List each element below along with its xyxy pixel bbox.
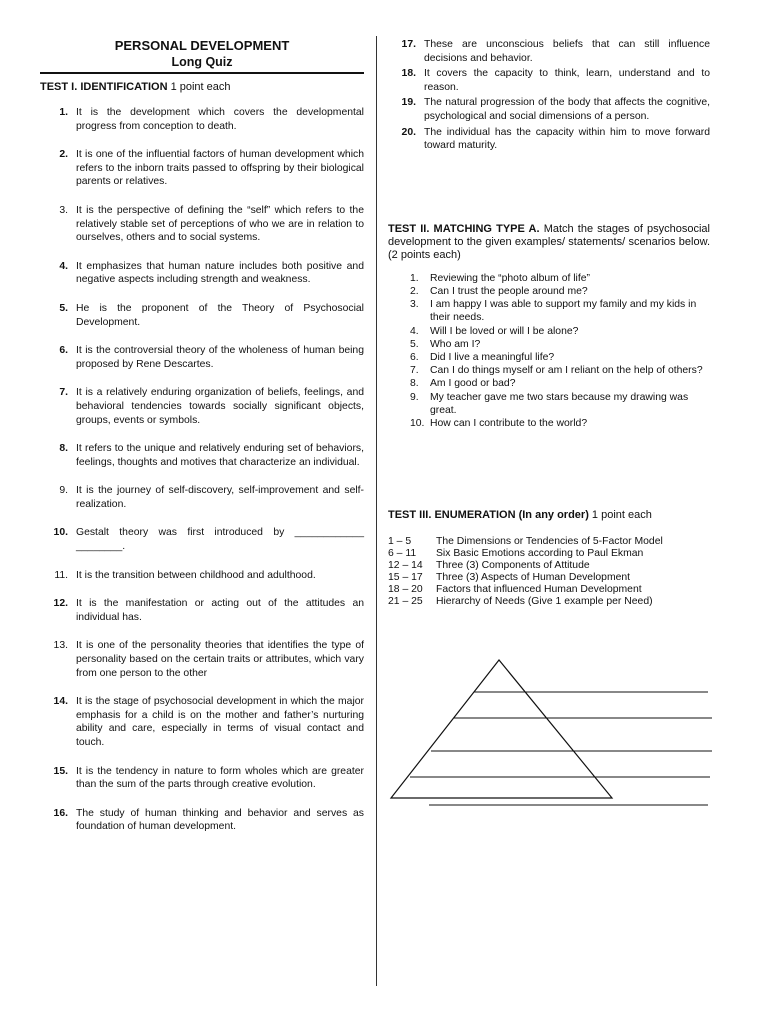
question-item: [40, 526, 364, 553]
matching-number: 7.: [410, 365, 419, 377]
right-column: [388, 38, 710, 608]
enumeration-text: Hierarchy of Needs (Give 1 example per Need): [436, 596, 653, 608]
test2-heading-bold: TEST II. MATCHING TYPE A.: [388, 222, 540, 235]
matching-number: 5.: [410, 338, 419, 350]
left-column: [40, 38, 364, 834]
question-item: [388, 126, 710, 153]
question-number: 20.: [401, 126, 416, 138]
matching-text: Am I good or bad?: [430, 378, 516, 390]
title-rule: [40, 72, 364, 74]
question-number: 16.: [53, 807, 68, 819]
test2-heading-instructions: Match the stages of psychosocial development to the given examples/ statements/ scenarios below. (2 points each): [388, 222, 710, 261]
test2-heading: [388, 223, 710, 262]
question-number: 3.: [59, 204, 68, 216]
question-number: 19.: [401, 97, 416, 109]
matching-item: [388, 285, 710, 298]
matching-item: [388, 417, 710, 430]
question-item: [40, 204, 364, 245]
question-item: [40, 484, 364, 511]
question-item: [40, 569, 364, 583]
question-item: [40, 148, 364, 189]
matching-text: Who am I?: [430, 338, 481, 350]
question-number: 5.: [59, 302, 68, 314]
question-item: [40, 106, 364, 133]
question-text: It is the transition between childhood and adulthood.: [76, 569, 316, 581]
enumeration-text: Six Basic Emotions according to Paul Ekman: [436, 548, 644, 560]
question-number: 10.: [53, 527, 68, 539]
matching-text: My teacher gave me two stars because my drawing was great.: [430, 391, 689, 416]
enumeration-range: 21 – 25: [388, 596, 423, 608]
question-item: [40, 695, 364, 749]
matching-item: [388, 391, 710, 417]
question-item: [388, 38, 710, 65]
test1-heading-points: 1 point each: [167, 81, 231, 93]
question-text: The natural progression of the body that affects the cognitive, psychological and social dimensions of a person.: [424, 97, 710, 122]
question-text: The study of human thinking and behavior and serves as foundation of human development.: [76, 807, 364, 833]
matching-number: 6.: [410, 351, 419, 363]
test1-heading: [40, 80, 364, 94]
test3-heading: [388, 508, 710, 522]
question-number: 13.: [53, 640, 68, 652]
test3-heading-bold: TEST III. ENUMERATION (In any order): [388, 509, 589, 522]
matching-item: [388, 325, 710, 338]
question-item: [40, 260, 364, 287]
question-text: It is the development which covers the developmental progress from conception to death.: [76, 107, 364, 132]
enumeration-range: 18 – 20: [388, 584, 423, 596]
question-item: [388, 67, 710, 94]
question-number: 1.: [59, 107, 68, 118]
question-item: [40, 639, 364, 680]
question-text: It is one of the personality theories that identifies the type of personality based on the certain traits or attributes, which vary from one person to the other: [76, 640, 364, 679]
matching-text: Will I be loved or will I be alone?: [430, 325, 579, 337]
question-item: [40, 807, 364, 834]
question-item: [40, 765, 364, 792]
question-text: It is one of the influential factors of human development which refers to the inborn traits passed to offspring by their biological parents or relatives.: [76, 149, 364, 188]
matching-text: How can I contribute to the world?: [430, 417, 588, 429]
question-text: Gestalt theory was first introduced by ____________ ________.: [76, 527, 364, 553]
question-text: It is the perspective of defining the “self” which refers to the relatively stable set of perceptions of who we are in relation to ourselves, others and to social systems.: [76, 204, 364, 244]
question-item: [40, 597, 364, 624]
question-item: [40, 302, 364, 329]
enumeration-item: [388, 548, 710, 560]
matching-text: Did I live a meaningful life?: [430, 351, 555, 363]
enumeration-range: 1 – 5: [388, 536, 412, 548]
question-number: 7.: [59, 387, 68, 399]
question-text: It is a relatively enduring organization of beliefs, feelings, and behavioral tendencies towards socially significant objects, groups, events or symbols.: [76, 387, 364, 426]
matching-text: Can I do things myself or am I reliant on the help of others?: [430, 365, 703, 377]
enumeration-text: Factors that influenced Human Development: [436, 584, 642, 596]
question-text: It is the journey of self-discovery, self-improvement and self-realization.: [76, 485, 364, 510]
question-item: [40, 442, 364, 469]
question-text: He is the proponent of the Theory of Psychosocial Development.: [76, 302, 364, 328]
enumeration-item: [388, 596, 710, 608]
matching-item: [388, 298, 710, 324]
hierarchy-pyramid: [388, 656, 718, 816]
test3-heading-points: 1 point each: [588, 509, 652, 522]
question-text: It refers to the unique and relatively enduring set of behaviors, feelings, thoughts and motives that characterize an individual.: [76, 443, 364, 468]
question-number: 6.: [59, 345, 68, 357]
matching-item: [388, 338, 710, 351]
question-number: 2.: [59, 149, 68, 161]
page-title: PERSONAL DEVELOPMENT: [114, 38, 290, 53]
column-divider: [376, 36, 377, 986]
matching-number: 1.: [410, 272, 419, 284]
question-text: It is the stage of psychosocial development in which the major emphasis for a child is on the mother and father’s nurturing ability and care, especially in terms of visual contact and touch.: [76, 696, 364, 748]
enumeration-item: [388, 560, 710, 572]
matching-item: [388, 364, 710, 377]
matching-number: 8.: [410, 378, 419, 390]
question-text: These are unconscious beliefs that can still influence decisions and behavior.: [424, 39, 710, 64]
question-number: 9.: [59, 485, 68, 497]
enumeration-item: [388, 572, 710, 584]
question-text: It is the manifestation or acting out of the attitudes an individual has.: [76, 598, 364, 623]
question-number: 15.: [53, 765, 68, 777]
test1-heading-bold: TEST I. IDENTIFICATION: [40, 81, 168, 93]
matching-number: 2.: [410, 285, 419, 297]
question-number: 8.: [59, 443, 68, 455]
enumeration-range: 6 – 11: [388, 548, 417, 560]
matching-number: 9.: [410, 391, 419, 403]
matching-item: [388, 351, 710, 364]
question-number: 4.: [59, 260, 68, 272]
question-number: 11.: [54, 569, 68, 581]
question-text: It covers the capacity to think, learn, understand and to reason.: [424, 68, 710, 93]
enumeration-text: Three (3) Components of Attitude: [436, 560, 590, 572]
matching-text: I am happy I was able to support my family and my kids in their needs.: [430, 299, 697, 324]
matching-number: 10.: [410, 417, 425, 429]
matching-number: 4.: [410, 325, 419, 337]
enumeration-range: 15 – 17: [388, 572, 423, 584]
question-text: The individual has the capacity within him to move forward toward maturity.: [424, 126, 710, 152]
question-text: It emphasizes that human nature includes both positive and negative aspects including strength and weakness.: [76, 260, 364, 286]
question-item: [388, 96, 710, 123]
question-item: [40, 386, 364, 427]
matching-item: [388, 272, 710, 285]
enumeration-range: 12 – 14: [388, 560, 423, 572]
enumeration-item: [388, 536, 710, 548]
question-text: It is the controversial theory of the wholeness of human being proposed by Rene Descartes.: [76, 345, 364, 370]
question-number: 17.: [401, 39, 416, 50]
enumeration-text: The Dimensions or Tendencies of 5-Factor Model: [436, 536, 663, 548]
matching-text: Can I trust the people around me?: [430, 285, 588, 297]
matching-number: 3.: [410, 299, 419, 311]
enumeration-text: Three (3) Aspects of Human Development: [436, 572, 631, 584]
question-number: 12.: [53, 598, 68, 610]
question-number: 18.: [401, 68, 416, 80]
matching-item: [388, 377, 710, 390]
page-subtitle: Long Quiz: [171, 55, 233, 69]
matching-text: Reviewing the “photo album of life”: [430, 272, 590, 284]
question-item: [40, 344, 364, 371]
question-text: It is the tendency in nature to form wholes which are greater than the sum of the parts through creative evolution.: [76, 765, 364, 791]
question-number: 14.: [53, 696, 68, 708]
enumeration-item: [388, 584, 710, 596]
